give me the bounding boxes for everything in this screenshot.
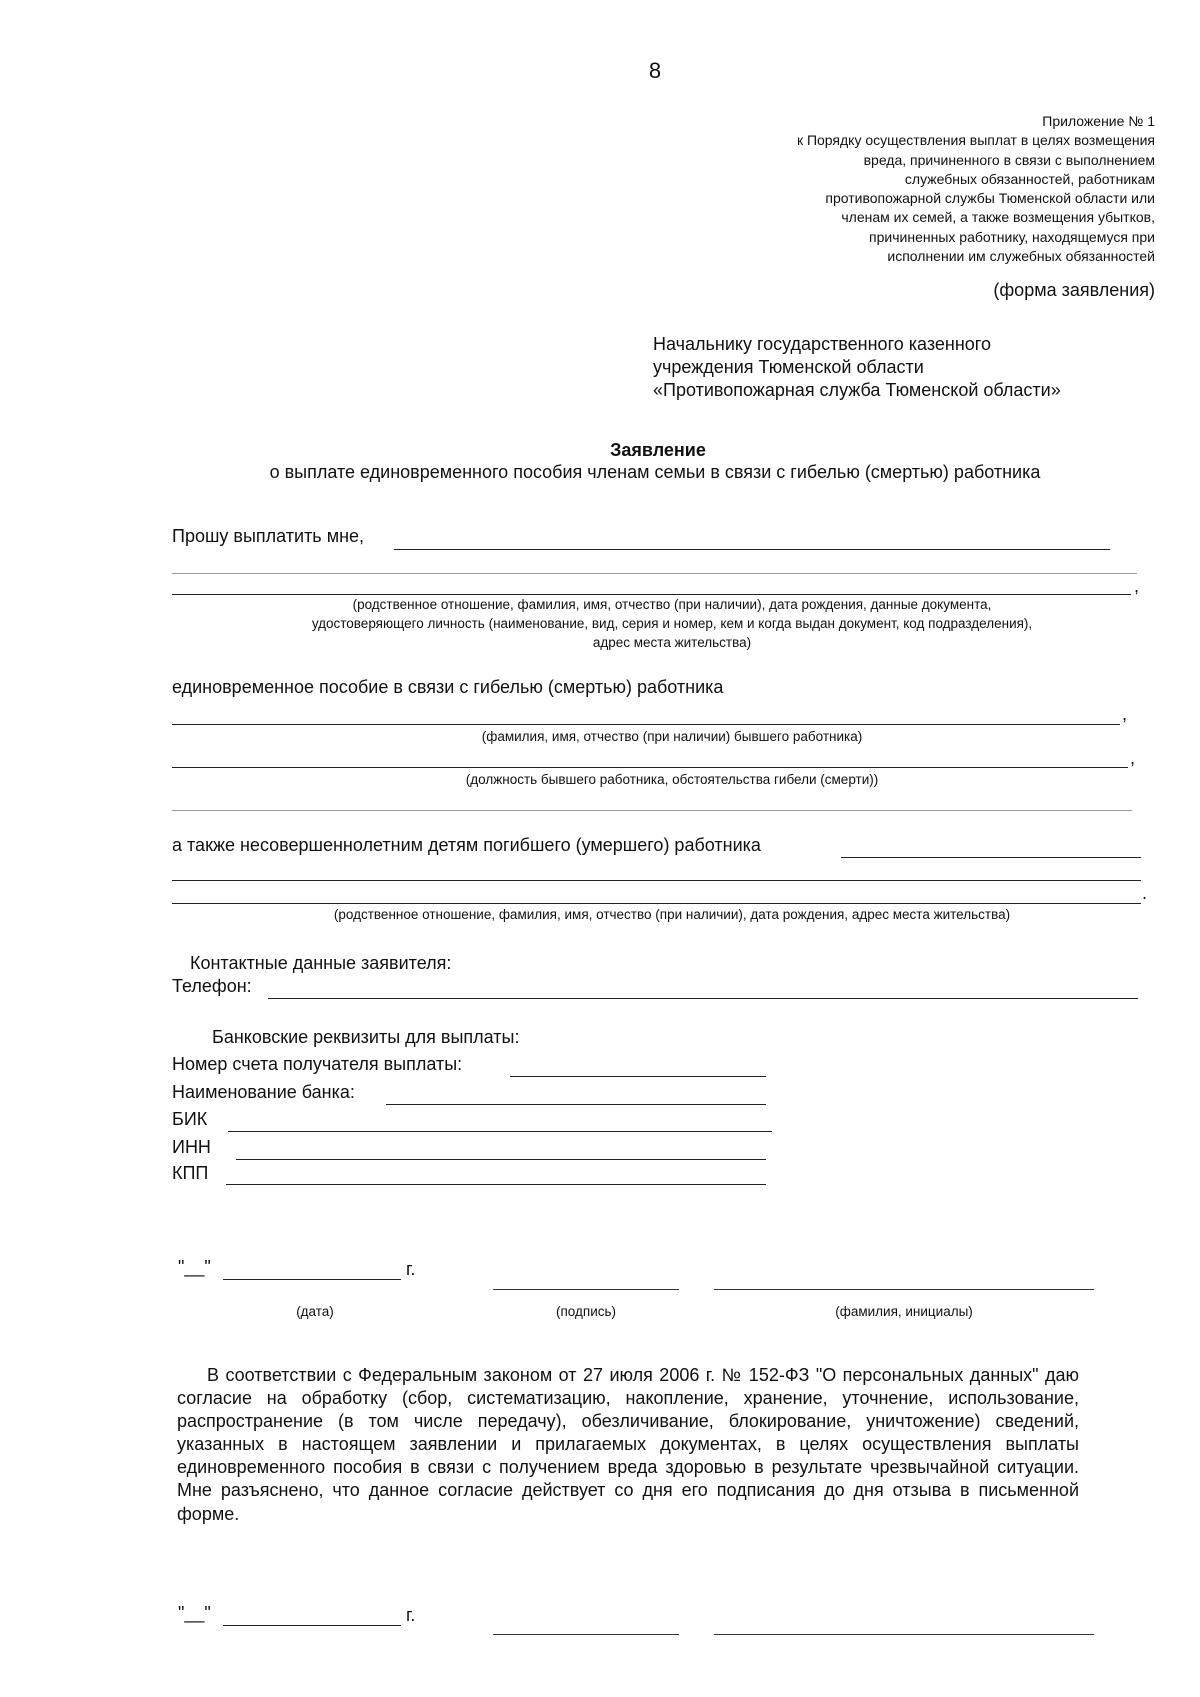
- date-caption: (дата): [296, 1304, 334, 1319]
- comma: ,: [1130, 748, 1136, 768]
- contacts-heading: Контактные данные заявителя:: [190, 953, 452, 973]
- appendix-line: служебных обязанностей, работникам: [904, 170, 1155, 187]
- addressee-line: учреждения Тюменской области: [653, 357, 924, 377]
- date-day-mark: "__": [178, 1257, 211, 1277]
- bik-field[interactable]: [228, 1131, 772, 1132]
- appendix-line: к Порядку осуществления выплат в целях возмещения: [796, 132, 1155, 149]
- deceased-name-caption: (фамилия, имя, отчество (при наличии) бывшего работника): [481, 729, 863, 744]
- request-label: Прошу выплатить мне,: [172, 526, 365, 546]
- bik-label: БИК: [172, 1109, 208, 1129]
- signature-field-2[interactable]: [493, 1634, 679, 1635]
- phone-label: Телефон:: [172, 976, 252, 996]
- addressee-block: [653, 333, 1061, 402]
- children-field-1[interactable]: [841, 857, 1141, 858]
- caption-line: (родственное отношение, фамилия, имя, отчество (при наличии), дата рождения, данные документа,: [352, 597, 992, 612]
- account-field[interactable]: [510, 1076, 766, 1077]
- appendix-line: Приложение № 1: [1042, 113, 1155, 129]
- deceased-position-field[interactable]: [172, 767, 1128, 768]
- appendix-line: вреда, причиненного в связи с выполнением: [863, 151, 1155, 168]
- full-name-field[interactable]: [714, 1289, 1094, 1290]
- date-day-mark: "__": [178, 1603, 211, 1623]
- year-suffix: г.: [406, 1259, 416, 1279]
- year-suffix: г.: [406, 1605, 416, 1625]
- appendix-line: причиненных работнику, находящемуся при: [869, 228, 1155, 245]
- account-label: Номер счета получателя выплаты:: [172, 1054, 463, 1074]
- phone-field[interactable]: [268, 998, 1138, 999]
- deceased-extra-field[interactable]: [172, 810, 1132, 811]
- applicant-field-2[interactable]: [172, 573, 1137, 574]
- caption-line: удостоверяющего личность (наименование, вид, серия и номер, кем и когда выдан документ, код подразделения),: [311, 616, 1033, 631]
- appendix-reference: [635, 112, 1155, 266]
- bank-name-field[interactable]: [386, 1104, 766, 1105]
- children-label: а также несовершеннолетним детям погибшего (умершего) работника: [172, 835, 761, 855]
- comma: ,: [1134, 576, 1140, 596]
- date-field[interactable]: [223, 1279, 401, 1280]
- appendix-line: исполнении им служебных обязанностей: [887, 248, 1155, 265]
- inn-label: ИНН: [172, 1137, 211, 1157]
- children-field-3[interactable]: [172, 903, 1141, 904]
- deceased-position-caption: (должность бывшего работника, обстоятельства гибели (смерти)): [465, 772, 879, 787]
- kpp-label: КПП: [172, 1163, 209, 1183]
- document-title: Заявление: [610, 440, 706, 460]
- comma: ,: [1122, 704, 1128, 724]
- page-number: 8: [648, 58, 662, 83]
- name-caption: (фамилия, инициалы): [835, 1304, 973, 1319]
- applicant-field-1[interactable]: [394, 549, 1110, 550]
- applicant-caption: [172, 595, 1172, 652]
- children-caption: (родственное отношение, фамилия, имя, отчество (при наличии), дата рождения, адрес места жительства): [333, 907, 1011, 922]
- signature-field[interactable]: [493, 1289, 679, 1290]
- appendix-line: членам их семей, а также возмещения убытков,: [841, 209, 1155, 226]
- inn-field[interactable]: [236, 1159, 766, 1160]
- appendix-line: противопожарной службы Тюменской области или: [825, 190, 1155, 207]
- addressee-line: «Противопожарная служба Тюменской области»: [653, 380, 1061, 400]
- bank-name-label: Наименование банка:: [172, 1082, 355, 1102]
- bank-heading: Банковские реквизиты для выплаты:: [212, 1027, 520, 1047]
- signature-caption: (подпись): [555, 1304, 617, 1319]
- document-subtitle: о выплате единовременного пособия членам семьи в связи с гибелью (смертью) работника: [269, 462, 1041, 482]
- date-field-2[interactable]: [223, 1625, 401, 1626]
- full-name-field-2[interactable]: [714, 1634, 1094, 1635]
- deceased-name-field[interactable]: [172, 724, 1120, 725]
- consent-paragraph: В соответствии с Федеральным законом от 27 июля 2006 г. № 152-ФЗ "О персональных данных" даю согласие на обработку (сбор, систематизацию, накопление, хранение, уточнение, использование, распространение (в том числе передачу), обезличивание, блокирование, уничтожение) сведений, указанных в настоящем заявлении и прилагаемых документах, в целях осуществления выплаты единовременного пособия в связи с получением вреда здоровью в результате чрезвычайной ситуации. Мне разъяснено, что данное согласие действует со дня его подписания до дня отзыва в письменной форме.: [177, 1365, 1079, 1524]
- kpp-field[interactable]: [226, 1184, 766, 1185]
- children-field-2[interactable]: [172, 880, 1141, 881]
- deceased-label: единовременное пособие в связи с гибелью (смертью) работника: [172, 677, 724, 697]
- form-type-label: (форма заявления): [993, 280, 1155, 300]
- caption-line: адрес места жительства): [592, 635, 752, 650]
- addressee-line: Начальнику государственного казенного: [653, 334, 991, 354]
- period: .: [1142, 883, 1148, 903]
